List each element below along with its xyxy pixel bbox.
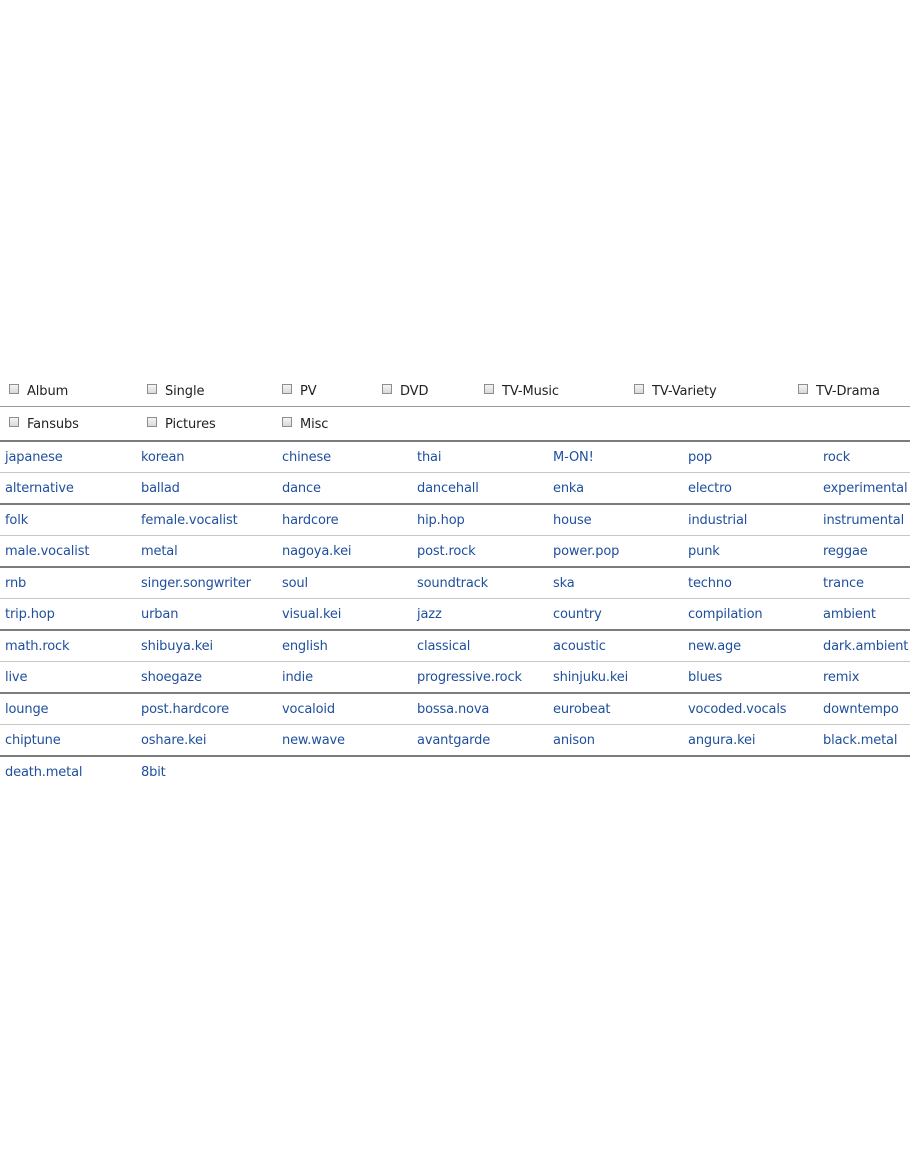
fansubs-checkbox[interactable]: [9, 417, 19, 427]
tag-row: [0, 599, 910, 631]
tag-row: [0, 536, 910, 568]
category-label: Fansubs: [27, 416, 79, 432]
tag-link[interactable]: black.metal: [823, 733, 898, 748]
misc-checkbox[interactable]: [282, 417, 292, 427]
tag-link[interactable]: soundtrack: [417, 576, 489, 591]
tag-link[interactable]: metal: [141, 544, 178, 559]
category-pv[interactable]: [282, 382, 317, 400]
tag-row: [0, 757, 910, 787]
tag-link[interactable]: punk: [688, 544, 720, 559]
tag-row: [0, 631, 910, 662]
tag-link[interactable]: avantgarde: [417, 733, 491, 748]
tag-link[interactable]: vocoded.vocals: [688, 702, 787, 717]
tag-link[interactable]: korean: [141, 450, 185, 465]
tag-row: [0, 473, 910, 505]
category-label: TV-Variety: [652, 383, 717, 399]
category-label: DVD: [400, 383, 429, 399]
tag-link[interactable]: power.pop: [553, 544, 620, 559]
tag-link[interactable]: experimental: [823, 481, 908, 496]
tag-link[interactable]: live: [5, 670, 28, 685]
tag-link[interactable]: jazz: [417, 607, 442, 622]
category-dvd[interactable]: [382, 382, 428, 400]
category-pictures[interactable]: [147, 415, 216, 433]
tag-link[interactable]: shibuya.kei: [141, 639, 213, 654]
category-label: TV-Drama: [816, 383, 880, 399]
tag-link[interactable]: post.hardcore: [141, 702, 229, 717]
category-single[interactable]: [147, 382, 204, 400]
tag-link[interactable]: house: [553, 513, 592, 528]
category-label: PV: [300, 383, 317, 399]
tag-link[interactable]: progressive.rock: [417, 670, 522, 685]
tag-link[interactable]: eurobeat: [553, 702, 611, 717]
category-tv-music[interactable]: [484, 382, 559, 400]
tag-link[interactable]: instrumental: [823, 513, 905, 528]
tag-link[interactable]: japanese: [5, 450, 63, 465]
category-label: Single: [165, 383, 205, 399]
tag-link[interactable]: new.wave: [282, 733, 345, 748]
tv-drama-checkbox[interactable]: [798, 384, 808, 394]
tag-link[interactable]: dancehall: [417, 481, 479, 496]
tag-link[interactable]: trance: [823, 576, 864, 591]
category-label: Misc: [300, 416, 329, 432]
tag-link[interactable]: nagoya.kei: [282, 544, 352, 559]
tag-link[interactable]: country: [553, 607, 602, 622]
tag-link[interactable]: urban: [141, 607, 179, 622]
filter-panel: [0, 374, 910, 787]
tag-link[interactable]: thai: [417, 450, 442, 465]
tag-link[interactable]: alternative: [5, 481, 74, 496]
pv-checkbox[interactable]: [282, 384, 292, 394]
tag-link[interactable]: angura.kei: [688, 733, 756, 748]
tag-link[interactable]: classical: [417, 639, 471, 654]
category-tv-variety[interactable]: [634, 382, 717, 400]
tag-link[interactable]: rock: [823, 450, 851, 465]
tag-link[interactable]: 8bit: [141, 765, 166, 780]
tag-link[interactable]: electro: [688, 481, 732, 496]
tag-link[interactable]: enka: [553, 481, 584, 496]
tag-link[interactable]: shinjuku.kei: [553, 670, 629, 685]
tag-link[interactable]: bossa.nova: [417, 702, 490, 717]
tag-link[interactable]: soul: [282, 576, 308, 591]
tag-link[interactable]: anison: [553, 733, 595, 748]
tag-row: [0, 442, 910, 473]
tag-link[interactable]: ska: [553, 576, 575, 591]
tag-link[interactable]: shoegaze: [141, 670, 202, 685]
tag-row: [0, 662, 910, 694]
tag-link[interactable]: vocaloid: [282, 702, 335, 717]
tag-link[interactable]: acoustic: [553, 639, 606, 654]
tag-row: [0, 725, 910, 757]
tag-link[interactable]: blues: [688, 670, 723, 685]
tag-link[interactable]: M-ON!: [553, 450, 594, 465]
dvd-checkbox[interactable]: [382, 384, 392, 394]
category-album[interactable]: [9, 382, 68, 400]
tag-link[interactable]: hip.hop: [417, 513, 465, 528]
tag-link[interactable]: hardcore: [282, 513, 339, 528]
tag-link[interactable]: remix: [823, 670, 860, 685]
tag-link[interactable]: female.vocalist: [141, 513, 238, 528]
tag-link[interactable]: pop: [688, 450, 713, 465]
category-tv-drama[interactable]: [798, 382, 880, 400]
tag-grid: [0, 442, 910, 787]
tag-link[interactable]: reggae: [823, 544, 868, 559]
category-row: [0, 374, 910, 407]
tag-link[interactable]: singer.songwriter: [141, 576, 251, 591]
tag-link[interactable]: industrial: [688, 513, 748, 528]
tag-link[interactable]: chinese: [282, 450, 331, 465]
category-row: [0, 407, 910, 442]
tag-link[interactable]: lounge: [5, 702, 49, 717]
tag-link[interactable]: folk: [5, 513, 29, 528]
tag-link[interactable]: chiptune: [5, 733, 61, 748]
tag-link[interactable]: dark.ambient: [823, 639, 909, 654]
tv-variety-checkbox[interactable]: [634, 384, 644, 394]
tag-link[interactable]: post.rock: [417, 544, 476, 559]
tag-row: [0, 568, 910, 599]
tag-link[interactable]: math.rock: [5, 639, 70, 654]
tag-link[interactable]: trip.hop: [5, 607, 55, 622]
tag-row: [0, 694, 910, 725]
tag-link[interactable]: downtempo: [823, 702, 899, 717]
category-misc[interactable]: [282, 415, 328, 433]
tag-link[interactable]: english: [282, 639, 328, 654]
pictures-checkbox[interactable]: [147, 417, 157, 427]
category-label: Album: [27, 383, 69, 399]
tag-link[interactable]: indie: [282, 670, 313, 685]
tag-row: [0, 505, 910, 536]
tag-link[interactable]: compilation: [688, 607, 763, 622]
tag-link[interactable]: techno: [688, 576, 732, 591]
tag-link[interactable]: dance: [282, 481, 321, 496]
tag-link[interactable]: ambient: [823, 607, 876, 622]
album-checkbox[interactable]: [9, 384, 19, 394]
tag-link[interactable]: new.age: [688, 639, 741, 654]
category-label: TV-Music: [502, 383, 559, 399]
tag-link[interactable]: ballad: [141, 481, 180, 496]
tag-link[interactable]: visual.kei: [282, 607, 342, 622]
category-label: Pictures: [165, 416, 216, 432]
single-checkbox[interactable]: [147, 384, 157, 394]
tag-link[interactable]: rnb: [5, 576, 27, 591]
category-fansubs[interactable]: [9, 415, 79, 433]
tag-link[interactable]: male.vocalist: [5, 544, 90, 559]
tag-link[interactable]: death.metal: [5, 765, 83, 780]
tag-link[interactable]: oshare.kei: [141, 733, 207, 748]
tv-music-checkbox[interactable]: [484, 384, 494, 394]
